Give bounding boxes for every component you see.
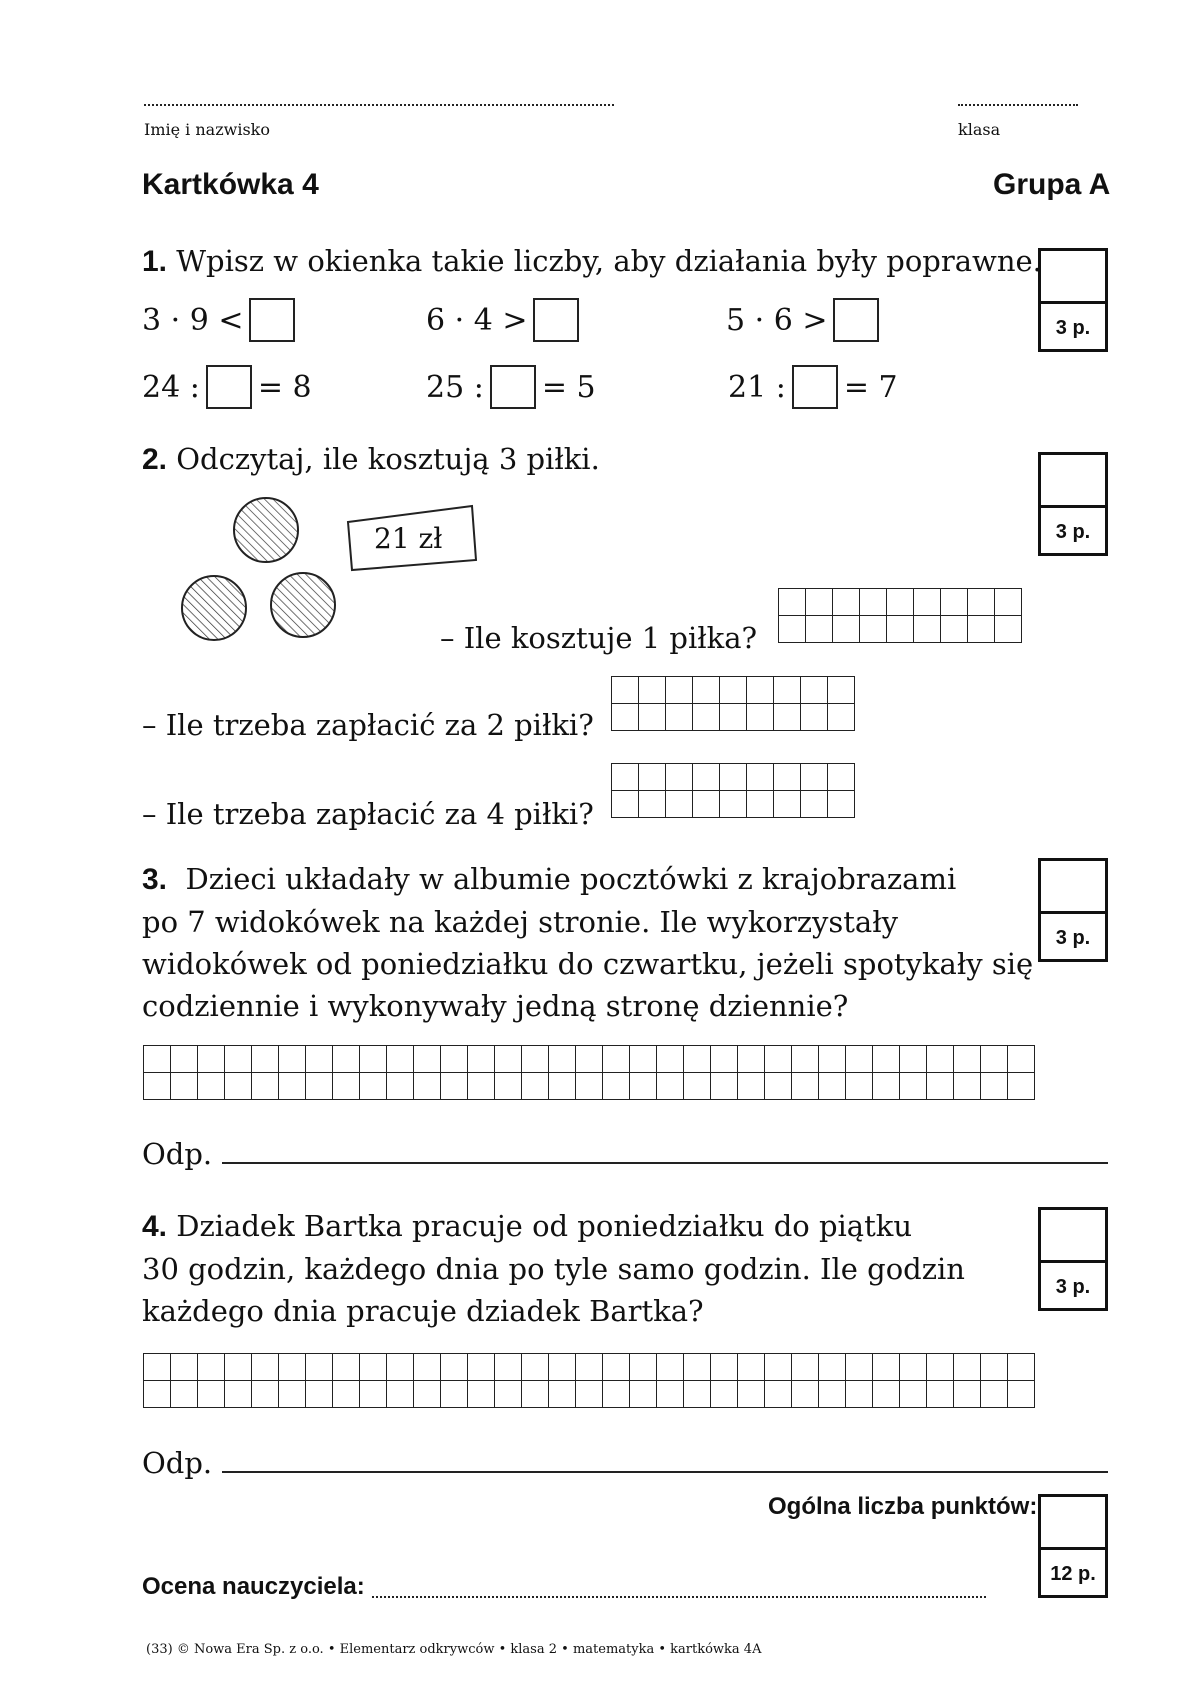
total-score-box[interactable] <box>1038 1494 1108 1598</box>
task3-answer-grid[interactable] <box>143 1045 1035 1100</box>
task4-line: 30 godzin, każdego dnia po tyle samo godzin. Ile godzin <box>142 1252 965 1286</box>
answer-blank[interactable] <box>792 365 838 409</box>
task3-prompt <box>142 858 1033 1027</box>
ball-icon <box>271 573 335 637</box>
task2-score-box[interactable] <box>1038 452 1108 556</box>
task4-line: Dziadek Bartka pracuje od poniedziałku do piątku <box>176 1209 912 1243</box>
answer-blank[interactable] <box>833 298 879 342</box>
task2-number: 2. <box>142 443 168 476</box>
task4-answer-line[interactable] <box>222 1471 1108 1473</box>
task3-line: Dzieci układały w albumie pocztówki z krajobrazami <box>185 862 957 896</box>
task2-answer-grid-3[interactable] <box>611 763 855 818</box>
task1-text: Wpisz w okienka takie liczby, aby działania były poprawne. <box>176 244 1042 278</box>
total-points: 12 p. <box>1050 1562 1096 1585</box>
name-label: Imię i nazwisko <box>144 120 270 139</box>
task1-number: 1. <box>142 245 168 278</box>
task3-line: codziennie i wykonywały jedną stronę dziennie? <box>142 989 849 1023</box>
class-label: klasa <box>958 120 1001 139</box>
name-dotted-line[interactable] <box>144 104 614 106</box>
teacher-grade-line[interactable] <box>372 1596 986 1598</box>
group-label: Grupa A <box>993 168 1111 201</box>
task2-prompt <box>142 438 600 481</box>
task1-expr-2: 6 · 4 > <box>426 297 585 343</box>
task3-score-box[interactable] <box>1038 858 1108 962</box>
task4-score-box[interactable] <box>1038 1207 1108 1311</box>
answer-blank[interactable] <box>533 298 579 342</box>
task3-points: 3 p. <box>1055 926 1091 949</box>
answer-blank[interactable] <box>206 365 252 409</box>
price-tag-label: 21 zł <box>374 522 443 555</box>
task4-line: każdego dnia pracuje dziadek Bartka? <box>142 1294 704 1328</box>
task3-answer-label: Odp. <box>142 1137 213 1171</box>
task2-answer-grid-1[interactable] <box>778 588 1022 643</box>
task3-line: po 7 widokówek na każdej stronie. Ile wykorzystały <box>142 905 898 939</box>
teacher-grade-label: Ocena nauczyciela: <box>142 1573 365 1600</box>
task1-expr-5: 25 : = 5 <box>426 364 596 410</box>
answer-blank[interactable] <box>490 365 536 409</box>
task1-prompt <box>142 240 1042 283</box>
task2-answer-grid-2[interactable] <box>611 676 855 731</box>
task1-expr-6: 21 : = 7 <box>728 364 898 410</box>
task3-line: widokówek od poniedziałku do czwartku, jeżeli spotykały się <box>142 947 1034 981</box>
task3-answer-line[interactable] <box>222 1162 1108 1164</box>
page-title: Kartkówka 4 <box>142 168 319 201</box>
answer-blank[interactable] <box>249 298 295 342</box>
task1-expr-4: 24 : = 8 <box>142 364 312 410</box>
ball-icon <box>234 498 298 562</box>
task1-expr-3: 5 · 6 > <box>726 297 885 343</box>
task2-points: 3 p. <box>1055 520 1091 543</box>
task4-number: 4. <box>142 1210 168 1243</box>
copyright-footer: (33) © Nowa Era Sp. z o.o. • Elementarz odkrywców • klasa 2 • matematyka • kartkówka 4A <box>146 1642 762 1657</box>
task2-question-1: – Ile kosztuje 1 piłka? <box>440 621 758 655</box>
task2-question-2: – Ile trzeba zapłacić za 2 piłki? <box>142 708 594 742</box>
task4-points: 3 p. <box>1055 1275 1091 1298</box>
task2-text: Odczytaj, ile kosztują 3 piłki. <box>176 442 600 476</box>
task3-number: 3. <box>142 863 168 896</box>
class-dotted-line[interactable] <box>958 104 1078 106</box>
task4-answer-grid[interactable] <box>143 1353 1035 1408</box>
task1-score-box[interactable] <box>1038 248 1108 352</box>
task1-points: 3 p. <box>1055 316 1091 339</box>
task4-answer-label: Odp. <box>142 1446 213 1480</box>
ball-icon <box>182 576 246 640</box>
balls-illustration <box>170 490 350 650</box>
task1-expr-1: 3 · 9 < <box>142 297 301 343</box>
task2-question-3: – Ile trzeba zapłacić za 4 piłki? <box>142 797 594 831</box>
total-points-label: Ogólna liczba punktów: <box>768 1493 1038 1520</box>
task4-prompt <box>142 1205 965 1332</box>
